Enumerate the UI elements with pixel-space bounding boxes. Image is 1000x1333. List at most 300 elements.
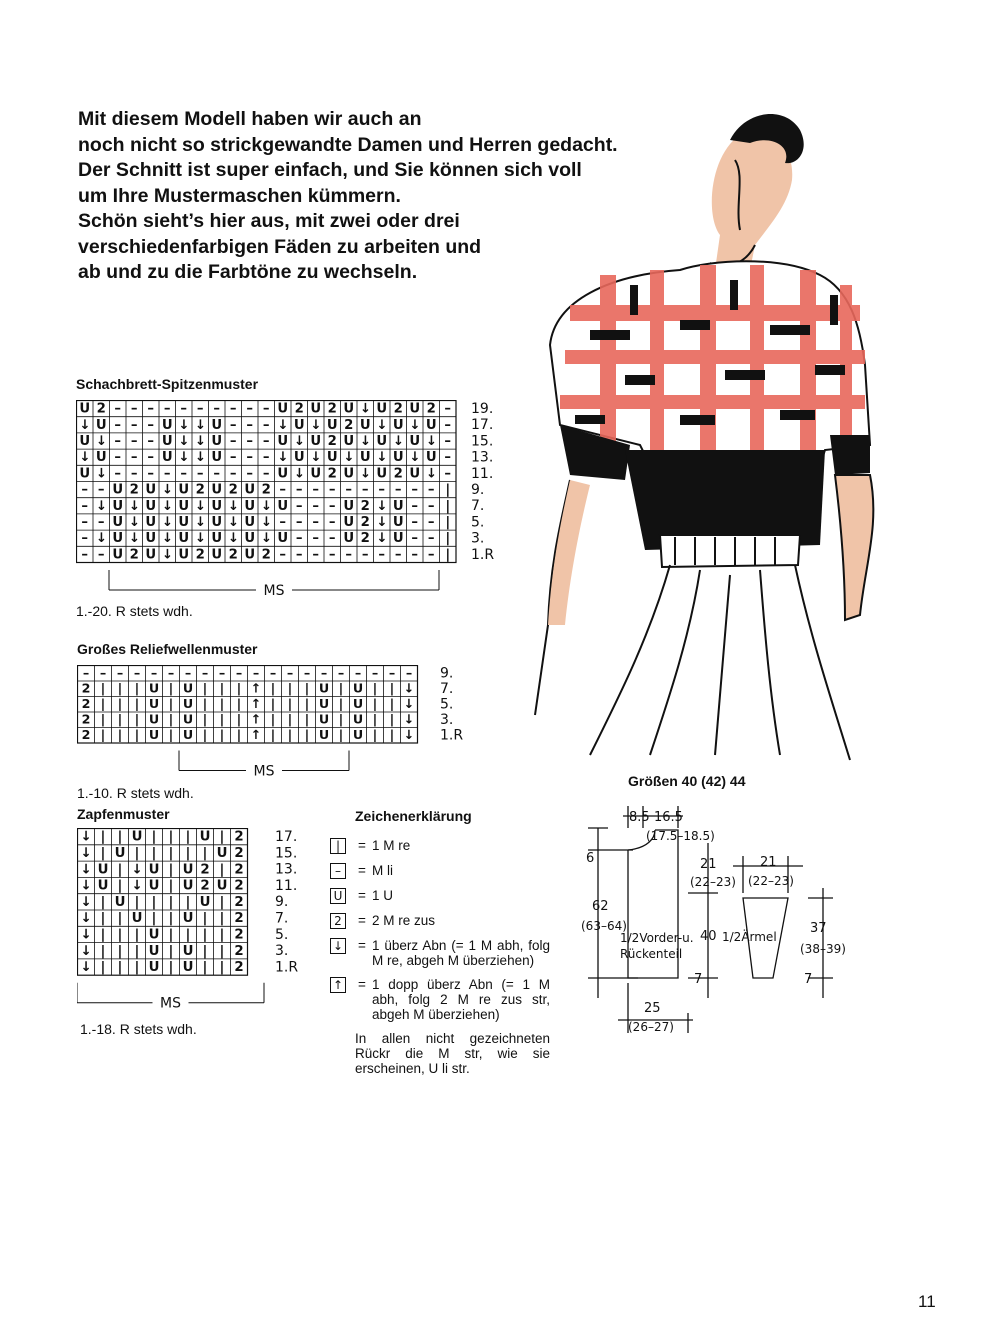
stitch-symbol: ↓ (80, 960, 92, 976)
legend-text: 1 U (372, 888, 394, 903)
stitch-symbol: U (211, 498, 223, 514)
stitch-symbol: | (168, 829, 174, 845)
dim-label: 7 (804, 972, 813, 987)
chart-title: Großes Reliefwellenmuster (77, 641, 258, 657)
piece-name: 1/2Vorder-u. (620, 931, 694, 945)
stitch-symbol: – (114, 401, 122, 417)
stitch-symbol: – (114, 434, 122, 450)
intro-line: verschiedenfarbigen Fäden zu arbeiten und (78, 235, 482, 258)
stitch-symbol: | (338, 711, 344, 727)
stitch-symbol: U (211, 450, 223, 466)
stitch-symbol: U (409, 466, 421, 482)
repeat-note: 1.-18. R stets wdh. (80, 1021, 197, 1037)
stitch-symbol: – (337, 665, 345, 681)
stitch-symbol: U (161, 434, 173, 450)
stitch-symbol: ↓ (194, 515, 206, 531)
stitch-symbol: U (376, 401, 388, 417)
stitch-symbol: – (130, 466, 138, 482)
stitch-symbol: 2 (393, 466, 403, 482)
stitch-symbol: | (100, 911, 106, 927)
stitch-symbol: U (244, 482, 256, 498)
legend-title: Zeichenerklärung (355, 808, 472, 824)
stitch-symbol: | (236, 680, 242, 696)
stitch-symbol: U (277, 466, 289, 482)
stitch-symbol: | (134, 711, 140, 727)
stitch-symbol: U (318, 696, 330, 712)
stitch-symbol: | (304, 680, 310, 696)
stitch-symbol: U (178, 498, 190, 514)
stitch-symbol: ↓ (293, 434, 305, 450)
stitch-symbol: ↓ (403, 711, 415, 727)
stitch-symbol: U (161, 417, 173, 433)
stitch-symbol: U (148, 711, 160, 727)
stitch-symbol: – (312, 482, 320, 498)
stitch-symbol: – (312, 498, 320, 514)
stitch-symbol: – (378, 482, 386, 498)
stitch-symbol: | (219, 680, 225, 696)
fashion-sketch-illustration (530, 95, 930, 770)
stitch-symbol: – (229, 466, 237, 482)
stitch-symbol: U (112, 482, 124, 498)
stitch-symbol: – (218, 665, 226, 681)
stitch-symbol: U (161, 450, 173, 466)
stitch-symbol: ↑ (250, 727, 262, 743)
stitch-symbol: U (148, 960, 160, 976)
stitch-symbol: U (182, 943, 194, 959)
stitch-symbol: – (184, 665, 192, 681)
stitch-symbol: ↓ (79, 450, 91, 466)
stitch-symbol: 2 (81, 727, 91, 743)
stitch-symbol: | (168, 878, 174, 894)
stitch-symbol: ↓ (95, 531, 107, 547)
stitch-symbol: – (246, 434, 254, 450)
stitch-symbol: – (82, 665, 90, 681)
stitch-symbol: | (100, 894, 106, 910)
stitch-symbol: U (114, 846, 126, 862)
row-label: 3. (275, 943, 289, 960)
stitch-symbol: | (117, 696, 123, 712)
stitch-symbol: | (219, 862, 225, 878)
stitch-symbol: U (376, 466, 388, 482)
stitch-symbol: U (145, 482, 157, 498)
dim-label: (63–64) (581, 919, 627, 933)
stitch-symbol: 2 (344, 417, 354, 433)
ms-label: MS (253, 763, 275, 780)
stitch-symbol: ↓ (409, 417, 421, 433)
stitch-symbol: U (359, 450, 371, 466)
stitch-symbol: ↓ (260, 498, 272, 514)
stitch-symbol: | (100, 943, 106, 959)
stitch-symbol: ↓ (293, 466, 305, 482)
legend-text: 1 überz Abn (= 1 M abh, folg M re, abgeh M überziehen) (372, 938, 550, 968)
stitch-symbol: ↓ (409, 450, 421, 466)
stitch-symbol: ↓ (80, 878, 92, 894)
stitch-symbol: ↓ (277, 450, 289, 466)
stitch-symbol: ↓ (376, 417, 388, 433)
stitch-symbol: – (246, 450, 254, 466)
stitch-legend (330, 838, 550, 1076)
stitch-symbol: | (389, 727, 395, 743)
stitch-symbol: | (117, 727, 123, 743)
legend-text: M li (372, 863, 393, 878)
stitch-symbol: – (427, 531, 435, 547)
dim-label: 62 (592, 899, 609, 914)
stitch-symbol: | (202, 943, 208, 959)
stitch-symbol: ↓ (95, 434, 107, 450)
stitch-symbol: ↓ (359, 434, 371, 450)
stitch-symbol: – (411, 482, 419, 498)
stitch-symbol: U (148, 680, 160, 696)
stitch-symbol: ↓ (425, 434, 437, 450)
stitch-symbol: | (134, 696, 140, 712)
stitch-symbol: | (372, 727, 378, 743)
stitch-symbol: 2 (195, 482, 205, 498)
stitch-symbol: | (236, 696, 242, 712)
stitch-symbol: – (361, 547, 369, 563)
stitch-symbol: | (236, 727, 242, 743)
ms-label: MS (263, 583, 285, 599)
stitch-symbol: | (168, 911, 174, 927)
stitch-symbol: | (202, 696, 208, 712)
stitch-symbol: – (262, 466, 270, 482)
double-decrease-symbol: ↑ (330, 977, 346, 993)
stitch-symbol: ↓ (359, 401, 371, 417)
stitch-symbol: U (343, 434, 355, 450)
stitch-symbol: | (270, 711, 276, 727)
row-label: 1.R (275, 959, 299, 976)
stitch-symbol: – (262, 417, 270, 433)
stitch-symbol: | (445, 547, 451, 563)
dim-label: 25 (644, 1001, 661, 1016)
stitch-symbol: U (277, 401, 289, 417)
page-number: 11 (918, 1292, 936, 1311)
stitch-symbol: – (312, 515, 320, 531)
stitch-symbol: U (211, 515, 223, 531)
stitch-symbol: U (178, 515, 190, 531)
stitch-symbol: – (262, 401, 270, 417)
stitch-symbol: ↓ (260, 515, 272, 531)
legend-final-note: In allen nicht gezeichneten Rückr die M str, wie sie erscheinen, U li str. (355, 1031, 550, 1076)
stitch-symbol: ↓ (80, 911, 92, 927)
stitch-symbol: U (182, 696, 194, 712)
stitch-symbol: – (269, 665, 277, 681)
stitch-symbol: | (117, 911, 123, 927)
stitch-symbol: – (286, 665, 294, 681)
stitch-symbol: 2 (81, 680, 91, 696)
row-label: 15. (471, 433, 494, 450)
stitch-symbol: – (180, 466, 188, 482)
stitch-symbol: | (270, 680, 276, 696)
stitch-symbol: U (211, 417, 223, 433)
stitch-symbol: | (117, 711, 123, 727)
stitch-symbol: – (147, 466, 155, 482)
stitch-symbol: – (262, 450, 270, 466)
stitch-symbol: ↓ (178, 417, 190, 433)
chart-title: Zapfenmuster (77, 806, 170, 822)
stitch-symbol: ↓ (161, 531, 173, 547)
stitch-symbol: | (219, 711, 225, 727)
stitch-symbol: – (411, 498, 419, 514)
stitch-symbol: | (117, 862, 123, 878)
dim-label: 37 (810, 921, 827, 936)
stitch-symbol: – (163, 401, 171, 417)
stitch-symbol: ↓ (161, 482, 173, 498)
stitch-symbol: – (147, 434, 155, 450)
size-title: Größen 40 (42) 44 (628, 773, 746, 789)
stitch-symbol: | (168, 862, 174, 878)
stitch-symbol: – (229, 434, 237, 450)
stitch-symbol: – (328, 482, 336, 498)
legend-item (330, 838, 550, 854)
stitch-symbol: | (151, 911, 157, 927)
stitch-symbol: | (100, 846, 106, 862)
stitch-symbol: U (97, 878, 109, 894)
stitch-symbol: – (201, 665, 209, 681)
stitch-symbol: U (277, 531, 289, 547)
stitch-symbol: – (235, 665, 243, 681)
stitch-symbol: U (95, 450, 107, 466)
stitch-symbol: U (244, 498, 256, 514)
stitch-symbol: 2 (327, 434, 337, 450)
piece-name: Rückenteil (620, 947, 683, 961)
stitch-symbol: – (295, 498, 303, 514)
stitch-symbol: | (202, 680, 208, 696)
legend-text: 1 dopp überz Abn (= 1 M abh, folg 2 M re zus str, abgeh M überziehen) (372, 977, 550, 1022)
stitch-symbol: 2 (234, 911, 244, 927)
equals-sign: = (358, 888, 366, 903)
stitch-symbol: | (219, 911, 225, 927)
dim-label: 7 (694, 972, 703, 987)
stitch-symbol: 2 (234, 846, 244, 862)
stitch-symbol: ↓ (310, 450, 322, 466)
stitch-symbol: | (304, 696, 310, 712)
stitch-symbol: | (100, 829, 106, 845)
stitch-symbol: U (392, 515, 404, 531)
stitch-symbol: | (219, 829, 225, 845)
stitch-symbol: – (81, 547, 89, 563)
stitch-symbol: 2 (200, 878, 210, 894)
stitch-symbol: U (145, 498, 157, 514)
stitch-symbol: | (134, 727, 140, 743)
stitch-symbol: U (343, 498, 355, 514)
stitch-symbol: U (293, 450, 305, 466)
stitch-symbol: U (359, 417, 371, 433)
row-label: 3. (440, 711, 454, 728)
stitch-symbol: | (134, 943, 140, 959)
stitch-symbol: U (112, 531, 124, 547)
stitch-symbol: U (343, 466, 355, 482)
stitch-symbol: U (97, 862, 109, 878)
stitch-symbol: U (182, 711, 194, 727)
stitch-symbol: 2 (195, 547, 205, 563)
purl-stitch-symbol: – (330, 863, 346, 879)
stitch-symbol: U (148, 696, 160, 712)
stitch-symbol: | (168, 894, 174, 910)
stitch-chart-reliefwellen (77, 665, 477, 790)
stitch-symbol: ↓ (376, 498, 388, 514)
stitch-symbol: 2 (294, 401, 304, 417)
stitch-symbol: – (114, 466, 122, 482)
equals-sign: = (358, 938, 366, 953)
stitch-symbol: ↓ (80, 829, 92, 845)
stitch-symbol: – (328, 498, 336, 514)
stitch-symbol: U (112, 498, 124, 514)
stitch-symbol: – (229, 401, 237, 417)
stitch-symbol: U (182, 727, 194, 743)
stitch-symbol: – (81, 498, 89, 514)
stitch-symbol: U (318, 727, 330, 743)
knit-stitch-symbol: | (330, 838, 346, 854)
legend-item (330, 938, 550, 968)
stitch-symbol: ↓ (425, 466, 437, 482)
stitch-symbol: – (371, 665, 379, 681)
legend-item (330, 888, 550, 904)
stitch-symbol: U (178, 531, 190, 547)
row-label: 13. (471, 449, 494, 466)
stitch-symbol: | (151, 894, 157, 910)
piece-name: 1/2Ärmel (722, 930, 777, 944)
stitch-symbol: – (167, 665, 175, 681)
dim-label: 21 (700, 857, 717, 872)
stitch-symbol: U (211, 531, 223, 547)
stitch-symbol: – (427, 515, 435, 531)
stitch-symbol: 2 (234, 943, 244, 959)
stitch-symbol: – (328, 547, 336, 563)
stitch-symbol: – (246, 466, 254, 482)
stitch-symbol: | (100, 680, 106, 696)
stitch-symbol: 2 (360, 531, 370, 547)
yarn-over-symbol: U (330, 888, 346, 904)
stitch-symbol: – (279, 482, 287, 498)
stitch-symbol: – (81, 482, 89, 498)
stitch-symbol: – (130, 434, 138, 450)
stitch-symbol: U (310, 401, 322, 417)
row-label: 3. (471, 530, 485, 547)
intro-line: noch nicht so strickgewandte Damen und Herren gedacht. (78, 133, 618, 156)
dim-label: (26–27) (628, 1020, 674, 1034)
stitch-symbol: – (354, 665, 362, 681)
dim-label: (17.5–18.5) (646, 829, 715, 843)
stitch-symbol: | (372, 696, 378, 712)
stitch-symbol: – (114, 417, 122, 433)
stitch-symbol: | (134, 894, 140, 910)
row-label: 9. (471, 481, 485, 498)
stitch-symbol: U (79, 401, 91, 417)
stitch-symbol: – (444, 417, 452, 433)
stitch-symbol: U (182, 911, 194, 927)
stitch-symbol: U (211, 434, 223, 450)
stitch-symbol: U (277, 434, 289, 450)
stitch-symbol: ↓ (128, 531, 140, 547)
stitch-symbol: U (178, 547, 190, 563)
row-label: 17. (471, 417, 494, 434)
stitch-symbol: | (117, 960, 123, 976)
equals-sign: = (358, 977, 366, 992)
stitch-symbol: ↓ (376, 531, 388, 547)
stitch-symbol: ↓ (310, 417, 322, 433)
stitch-symbol: – (81, 515, 89, 531)
stitch-symbol: | (100, 727, 106, 743)
stitch-symbol: – (394, 482, 402, 498)
stitch-symbol: U (148, 727, 160, 743)
stitch-symbol: ↓ (376, 450, 388, 466)
stitch-symbol: – (147, 417, 155, 433)
stitch-symbol: ↓ (376, 515, 388, 531)
stitch-symbol: – (116, 665, 124, 681)
stitch-symbol: U (199, 894, 211, 910)
stitch-symbol: | (287, 727, 293, 743)
stitch-symbol: ↓ (128, 498, 140, 514)
stitch-symbol: | (445, 515, 451, 531)
stitch-symbol: | (168, 943, 174, 959)
stitch-symbol: 2 (327, 466, 337, 482)
stitch-symbol: 2 (234, 894, 244, 910)
stitch-symbol: – (444, 450, 452, 466)
stitch-symbol: U (182, 680, 194, 696)
row-label: 5. (471, 514, 485, 531)
stitch-symbol: U (145, 531, 157, 547)
stitch-symbol: – (444, 434, 452, 450)
stitch-symbol: – (345, 547, 353, 563)
stitch-symbol: – (295, 482, 303, 498)
stitch-symbol: – (114, 450, 122, 466)
stitch-symbol: ↓ (227, 515, 239, 531)
stitch-symbol: | (134, 680, 140, 696)
dim-label: 40 (700, 929, 717, 944)
stitch-symbol: – (147, 401, 155, 417)
stitch-symbol: | (304, 711, 310, 727)
stitch-symbol: ↓ (161, 498, 173, 514)
stitch-symbol: U (216, 878, 228, 894)
stitch-symbol: ↓ (403, 727, 415, 743)
stitch-symbol: – (150, 665, 158, 681)
stitch-symbol: U (145, 547, 157, 563)
stitch-symbol: U (182, 862, 194, 878)
stitch-symbol: | (236, 711, 242, 727)
equals-sign: = (358, 838, 366, 853)
stitch-symbol: U (409, 434, 421, 450)
stitch-symbol: | (270, 727, 276, 743)
repeat-note: 1.-20. R stets wdh. (76, 603, 193, 619)
dim-label: (22–23) (690, 875, 736, 889)
stitch-symbol: ↓ (80, 943, 92, 959)
stitch-symbol: | (445, 498, 451, 514)
stitch-symbol: – (279, 547, 287, 563)
stitch-symbol: ↑ (250, 696, 262, 712)
stitch-symbol: ↓ (403, 696, 415, 712)
equals-sign: = (358, 913, 366, 928)
stitch-symbol: 2 (426, 401, 436, 417)
stitch-symbol: U (343, 531, 355, 547)
stitch-symbol: ↓ (260, 531, 272, 547)
stitch-symbol: 2 (234, 829, 244, 845)
stitch-symbol: ↓ (80, 862, 92, 878)
stitch-symbol: | (168, 927, 174, 943)
stitch-symbol: – (345, 482, 353, 498)
stitch-symbol: 2 (129, 547, 139, 563)
stitch-symbol: | (202, 911, 208, 927)
dim-label: 21 (760, 855, 777, 870)
row-label: 9. (440, 665, 454, 682)
stitch-symbol: ↓ (194, 434, 206, 450)
stitch-symbol: | (338, 696, 344, 712)
stitch-symbol: ↓ (80, 846, 92, 862)
row-label: 5. (440, 696, 454, 713)
stitch-symbol: | (219, 960, 225, 976)
stitch-symbol: 2 (234, 927, 244, 943)
row-label: 7. (471, 498, 485, 515)
row-label: 5. (275, 926, 289, 943)
